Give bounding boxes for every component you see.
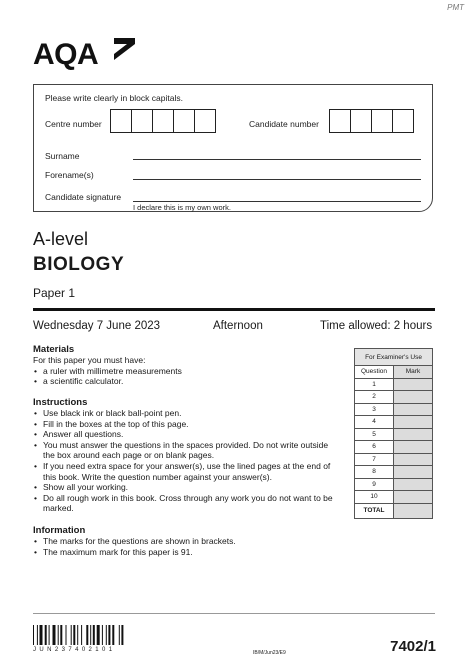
- surname-field[interactable]: [133, 159, 421, 160]
- barcode-bar: [73, 625, 75, 645]
- centre-number-cell[interactable]: [110, 109, 132, 133]
- table-row: [355, 416, 433, 429]
- title-divider: [33, 308, 435, 311]
- instructions-section: [33, 397, 341, 514]
- qualification-level: A-level: [33, 229, 89, 249]
- centre-number-cell[interactable]: [194, 109, 216, 133]
- watermark: PMT: [447, 3, 464, 12]
- mark-cell: [394, 391, 433, 404]
- barcode-bar: [86, 625, 88, 645]
- signature-label: Candidate signature: [45, 192, 122, 202]
- question-number: 7: [355, 453, 394, 466]
- barcode-bar: [93, 625, 95, 645]
- block-capitals-instruction: Please write clearly in block capitals.: [45, 93, 183, 103]
- barcode-bar: [40, 625, 43, 645]
- exam-date: Wednesday 7 June 2023: [33, 320, 161, 332]
- centre-number-cell[interactable]: [152, 109, 174, 133]
- mark-column-header: Mark: [394, 366, 433, 379]
- exam-session: Afternoon: [213, 320, 263, 332]
- barcode-bar: [112, 625, 114, 645]
- mark-cell: [394, 491, 433, 504]
- materials-item: • a scientific calculator.: [43, 376, 343, 387]
- examiners-use-title: For Examiner's Use: [355, 349, 433, 366]
- question-number: 2: [355, 391, 394, 404]
- mark-cell: [394, 416, 433, 429]
- footer-divider: [33, 613, 435, 614]
- table-row: [355, 441, 433, 454]
- question-number: 5: [355, 428, 394, 441]
- table-row: [355, 466, 433, 479]
- instruction-item: • Use black ink or black ball-point pen.: [43, 408, 341, 419]
- barcode-icon: [33, 625, 151, 645]
- centre-number-cell[interactable]: [173, 109, 195, 133]
- mark-cell: [394, 478, 433, 491]
- question-number: 6: [355, 441, 394, 454]
- barcode-bar: [71, 625, 72, 645]
- barcode-bar: [53, 625, 56, 645]
- mark-cell: [394, 453, 433, 466]
- candidate-number-cell[interactable]: [350, 109, 372, 133]
- question-number: 9: [355, 478, 394, 491]
- total-label: TOTAL: [355, 503, 394, 518]
- table-row: [355, 491, 433, 504]
- surname-label: Surname: [45, 151, 80, 161]
- barcode-bar: [106, 625, 107, 645]
- table-row: [355, 478, 433, 491]
- materials-section: [33, 344, 343, 387]
- barcode-bar: [121, 625, 123, 645]
- candidate-number-cell[interactable]: [329, 109, 351, 133]
- materials-heading: Materials: [33, 344, 75, 355]
- instruction-item: • You must answer the questions in the spaces provided. Do not write outside the box around each page or on blank pages.: [43, 440, 341, 461]
- information-item: • The maximum mark for this paper is 91.: [43, 547, 341, 558]
- candidate-number-cell[interactable]: [392, 109, 414, 133]
- table-row: [355, 378, 433, 391]
- paper-code: 7402/1: [390, 638, 436, 655]
- information-section: [33, 525, 341, 557]
- question-number: 8: [355, 466, 394, 479]
- centre-number-label: Centre number: [45, 119, 102, 129]
- candidate-number-cell[interactable]: [371, 109, 393, 133]
- document-reference: IB/M/Jun23/E9: [253, 650, 286, 656]
- forenames-label: Forename(s): [45, 170, 94, 180]
- barcode-bar: [81, 625, 82, 645]
- mark-cell: [394, 378, 433, 391]
- question-number: 1: [355, 378, 394, 391]
- total-mark-cell: [394, 503, 433, 518]
- instructions-heading: Instructions: [33, 397, 88, 408]
- instruction-item: • If you need extra space for your answer(s), use the lined pages at the end of this book. Write the question number against your answer(s).: [43, 461, 341, 482]
- materials-item: • a ruler with millimetre measurements: [43, 366, 343, 377]
- candidate-number-label: Candidate number: [249, 119, 319, 129]
- question-number: 4: [355, 416, 394, 429]
- instruction-item: • Do all rough work in this book. Cross through any work you do not want to be marked.: [43, 493, 341, 514]
- signature-field[interactable]: [133, 201, 421, 202]
- barcode-bar: [37, 625, 38, 645]
- table-row: [355, 503, 433, 518]
- subject-title: BIOLOGY: [33, 254, 125, 275]
- barcode-bar: [108, 625, 110, 645]
- question-column-header: Question: [355, 366, 394, 379]
- instruction-item: • Answer all questions.: [43, 429, 341, 440]
- table-row: [355, 403, 433, 416]
- question-number: 3: [355, 403, 394, 416]
- paper-number: Paper 1: [33, 286, 76, 300]
- barcode-bar: [33, 625, 34, 645]
- candidate-number-boxes[interactable]: [329, 109, 414, 133]
- mark-cell: [394, 403, 433, 416]
- barcode-bar: [77, 625, 78, 645]
- barcode-bar: [58, 625, 59, 645]
- barcode-bar: [90, 625, 91, 645]
- candidate-details-box: [33, 84, 433, 212]
- centre-number-boxes[interactable]: [110, 109, 216, 133]
- mark-cell: [394, 466, 433, 479]
- barcode-bar: [49, 625, 50, 645]
- instruction-item: • Show all your working.: [43, 482, 341, 493]
- barcode-bar: [66, 625, 67, 645]
- barcode-bar: [97, 625, 100, 645]
- aqa-logo-mark-icon: [111, 38, 135, 60]
- aqa-logo: AQA: [33, 38, 99, 71]
- barcode-bar: [119, 625, 120, 645]
- forenames-field[interactable]: [133, 179, 421, 180]
- barcode-bar: [102, 625, 103, 645]
- declaration-text: I declare this is my own work.: [133, 203, 231, 212]
- centre-number-cell[interactable]: [131, 109, 153, 133]
- mark-cell: [394, 428, 433, 441]
- table-row: [355, 428, 433, 441]
- table-row: [355, 391, 433, 404]
- instruction-item: • Fill in the boxes at the top of this page.: [43, 419, 341, 430]
- table-row: [355, 453, 433, 466]
- barcode-text: JUN237402101: [33, 647, 116, 653]
- barcode-bar: [45, 625, 47, 645]
- information-item: • The marks for the questions are shown in brackets.: [43, 536, 341, 547]
- materials-intro: For this paper you must have:: [33, 355, 146, 365]
- examiners-use-table: [354, 348, 433, 519]
- barcode-bar: [60, 625, 62, 645]
- information-heading: Information: [33, 525, 86, 536]
- question-number: 10: [355, 491, 394, 504]
- time-allowed: Time allowed: 2 hours: [320, 320, 433, 332]
- mark-cell: [394, 441, 433, 454]
